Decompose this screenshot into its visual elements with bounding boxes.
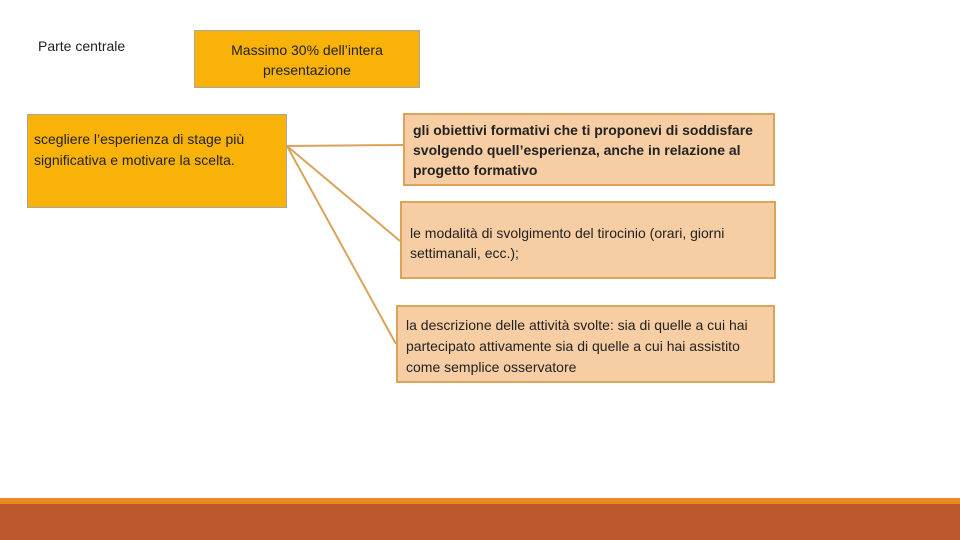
detail-text-modalities: le modalità di svolgimento del tirocinio (orari, giorni settimanali, ecc.);	[410, 225, 725, 261]
detail-box-activities	[396, 305, 775, 383]
detail-text-activities: la descrizione delle attività svolte: sia di quelle a cui hai partecipato attivamente sia di quelle a cui hai assistito come semplice osservatore	[406, 317, 748, 375]
limit-note-text: Massimo 30% dell’intera presentazione	[231, 42, 383, 78]
detail-text-objectives: gli obiettivi formativi che ti proponevi di soddisfare svolgendo quell’esperienza, anche in relazione al progetto formativo	[413, 122, 753, 178]
connector-to-activities	[287, 146, 396, 344]
detail-box-modalities	[400, 201, 776, 279]
connector-to-modalities	[287, 146, 400, 241]
detail-box-objectives	[403, 113, 775, 186]
footer-band	[0, 504, 960, 540]
main-topic-text: scegliere l’esperienza di stage più significativa e motivare la scelta.	[34, 131, 245, 168]
section-label: Parte centrale	[38, 38, 126, 54]
connector-to-objectives	[287, 145, 403, 146]
